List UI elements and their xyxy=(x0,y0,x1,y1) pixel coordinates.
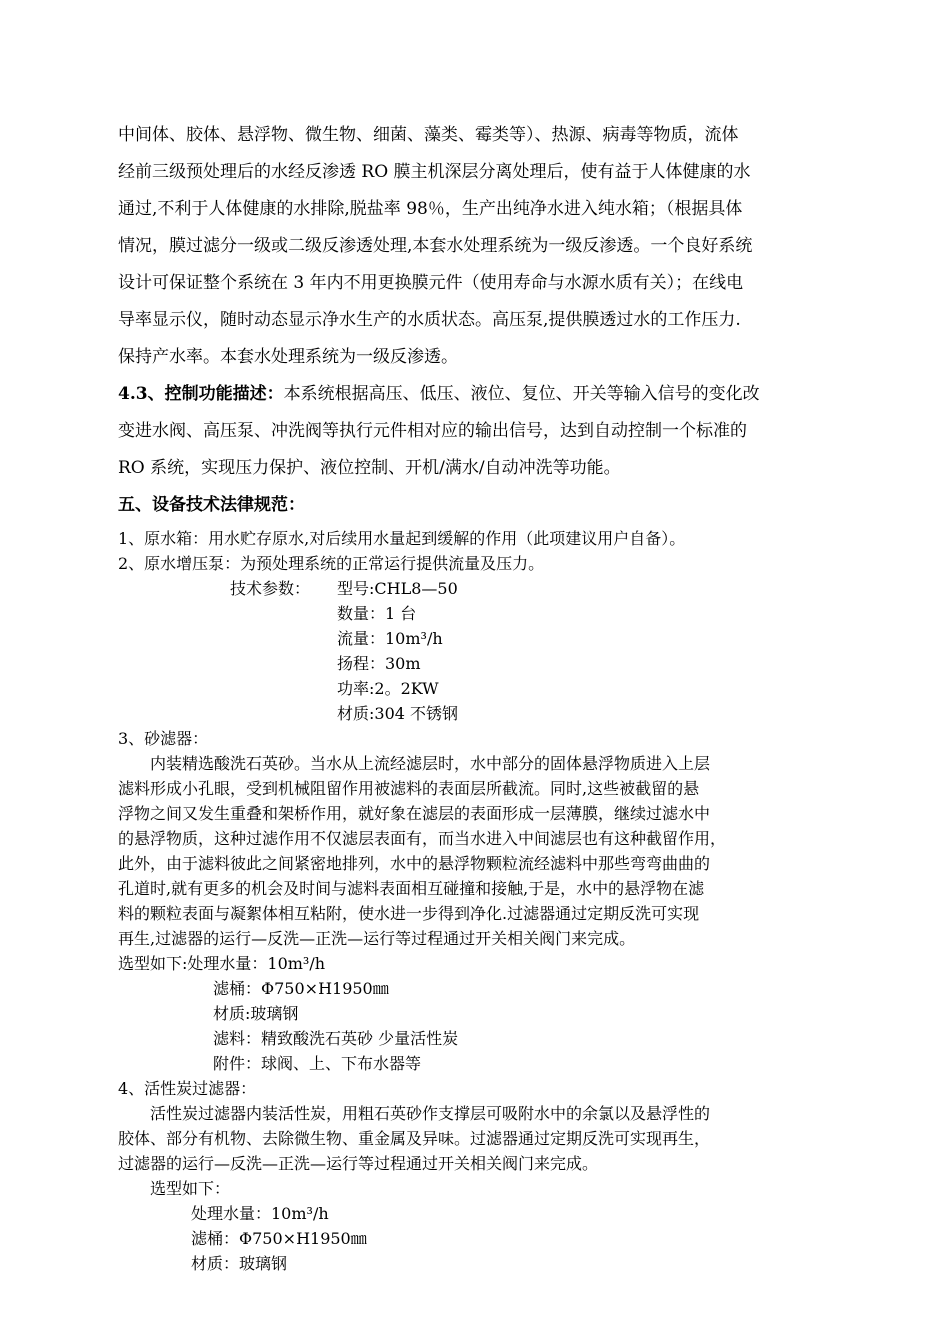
description-line: 胶体、部分有机物、去除微生物、重金属及异味。过滤器通过定期反洗可实现再生， xyxy=(118,1129,711,1148)
spec-flow: 处理水量：10m³/h xyxy=(191,1204,329,1223)
param-flow: 流量：10m³/h xyxy=(337,629,443,648)
section-5-heading: 五、设备技术法律规范： xyxy=(118,495,305,515)
control-text: 本系统根据高压、低压、液位、复位、开关等输入信号的变化改 xyxy=(283,384,760,404)
description-line: 活性炭过滤器内装活性炭，用粗石英砂作支撑层可吸附水中的余氯以及悬浮性的 xyxy=(150,1104,711,1123)
paragraph-line: 设计可保证整个系统在 3 年内不用更换膜元件（使用寿命与水源水质有关）；在线电 xyxy=(118,273,744,293)
paragraph-line: 保持产水率。本套水处理系统为一级反渗透。 xyxy=(118,347,458,367)
item-carbon-filter: 4、活性炭过滤器： xyxy=(118,1079,257,1098)
paragraph-line: 经前三级预处理后的水经反渗透 RO 膜主机深层分离处理后，使有益于人体健康的水 xyxy=(118,162,751,182)
paragraph-line: 中间体、胶体、悬浮物、微生物、细菌、藻类、霉类等）、热源、病毒等物质，流体 xyxy=(118,125,739,145)
spec-material: 材质：玻璃钢 xyxy=(191,1254,288,1273)
control-line-2: 变进水阀、高压泵、冲洗阀等执行元件相对应的输出信号，达到自动控制一个标准的 xyxy=(118,421,747,441)
description-line: 料的颗粒表面与凝絮体相互粘附，使水进一步得到净化.过滤器通过定期反洗可实现 xyxy=(118,904,700,923)
param-model: 型号:CHL8—50 xyxy=(337,579,458,598)
spec-filter-media: 滤料：精致酸洗石英砂 少量活性炭 xyxy=(213,1029,459,1048)
spec-accessories: 附件：球阀、上、下布水器等 xyxy=(213,1054,422,1073)
param-power: 功率:2。2KW xyxy=(337,679,439,698)
description-line: 此外，由于滤料彼此之间紧密地排列，水中的悬浮物颗粒流经滤料中那些弯弯曲曲的 xyxy=(118,854,711,873)
control-heading: 4.3、控制功能描述： xyxy=(118,384,284,404)
params-label: 技术参数： xyxy=(230,579,311,598)
spec-tank: 滤桶：Φ750×H1950㎜ xyxy=(213,979,389,998)
description-line: 过滤器的运行—反洗—正洗—运行等过程通过开关相关阀门来完成。 xyxy=(118,1154,599,1173)
description-line: 滤料形成小孔眼，受到机械阻留作用被滤料的表面层所截流。同时,这些被截留的悬 xyxy=(118,779,700,798)
param-quantity: 数量：1 台 xyxy=(337,604,417,623)
spec-tank: 滤桶：Φ750×H1950㎜ xyxy=(191,1229,367,1248)
control-line-3: RO 系统，实现压力保护、液位控制、开机/满水/自动冲洗等功能。 xyxy=(118,458,621,478)
spec-material: 材质:玻璃钢 xyxy=(213,1004,299,1023)
sand-filter-selection: 选型如下:处理水量：10m³/h xyxy=(118,954,326,973)
description-line: 的悬浮物质，这种过滤作用不仅滤层表面有，而当水进入中间滤层也有这种截留作用， xyxy=(118,829,727,848)
item-booster-pump: 2、原水增压泵：为预处理系统的正常运行提供流量及压力。 xyxy=(118,554,545,573)
paragraph-line: 通过,不利于人体健康的水排除,脱盐率 98％，生产出纯净水进入纯水箱；（根据具体 xyxy=(118,199,743,219)
param-head: 扬程：30m xyxy=(337,654,421,673)
item-raw-water-tank: 1、原水箱：用水贮存原水,对后续用水量起到缓解的作用（此项建议用户自备）。 xyxy=(118,529,686,548)
description-line: 再生,过滤器的运行—反洗—正洗—运行等过程通过开关相关阀门来完成。 xyxy=(118,929,636,948)
description-line: 孔道时,就有更多的机会及时间与滤料表面相互碰撞和接触,于是，水中的悬浮物在滤 xyxy=(118,879,705,898)
description-line: 浮物之间又发生重叠和架桥作用，就好象在滤层的表面形成一层薄膜，继续过滤水中 xyxy=(118,804,711,823)
paragraph-line: 导率显示仪，随时动态显示净水生产的水质状态。高压泵,提供膜透过水的工作压力. xyxy=(118,310,741,330)
description-line: 内装精选酸洗石英砂。当水从上流经滤层时，水中部分的固体悬浮物质进入上层 xyxy=(150,754,711,773)
item-sand-filter: 3、砂滤器： xyxy=(118,729,209,748)
control-line-1 xyxy=(118,386,760,403)
carbon-filter-selection-label: 选型如下： xyxy=(150,1179,231,1198)
paragraph-line: 情况，膜过滤分一级或二级反渗透处理,本套水处理系统为一级反渗透。一个良好系统 xyxy=(118,236,753,256)
param-material: 材质:304 不锈钢 xyxy=(337,704,459,723)
